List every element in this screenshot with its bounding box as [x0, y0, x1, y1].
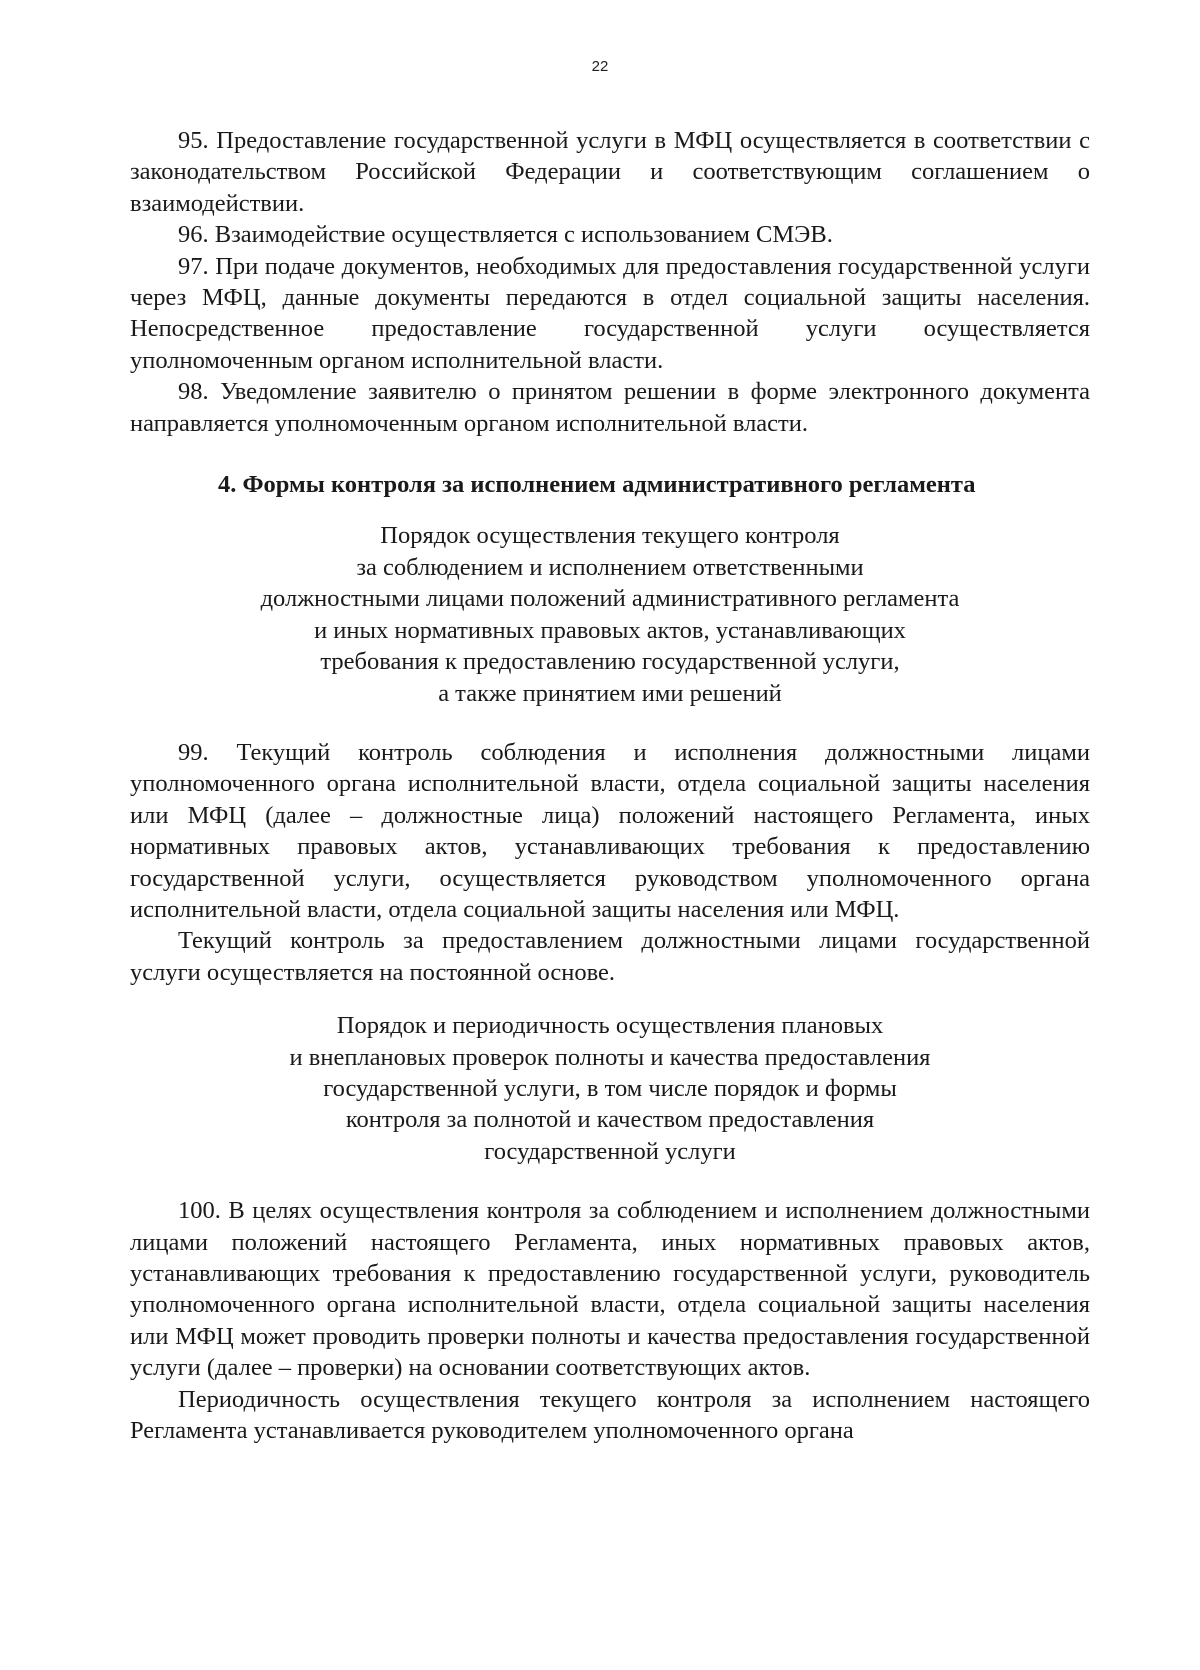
paragraph-98: 98. Уведомление заявителю о принятом решении в форме электронного документа направляется уполномоченным органом исполнительной власти. [130, 378, 1090, 437]
paragraph-97: 97. При подаче документов, необходимых для предоставления государственной услуги через МФЦ, данные документы передаются в отдел социальной защиты населения. Непосредственное предоставление государственной услуги осуществляется уполномоченным органом исполнительной власти. [130, 252, 1090, 374]
subheading-line: Порядок и периодичность осуществления плановых [336, 1012, 884, 1040]
paragraph-100: 100. В целях осуществления контроля за соблюдением и исполнением должностными лицами положений настоящего Регламента, иных нормативных правовых актов, устанавливающих требования к предоставлению государственной услуги, руководитель уполномоченного органа исполнительной власти, отдела социальной защиты населения или МФЦ может проводить проверки полноты и качества предоставления государственной услуги (далее – проверки) на основании соответствующих актов. [130, 1197, 1090, 1382]
subheading-inspections [130, 1010, 1090, 1167]
document-body [130, 125, 1090, 1446]
paragraph-100-continued: Периодичность осуществления текущего контроля за исполнением настоящего Регламента устанавливается руководителем уполномоченного органа [130, 1385, 1090, 1445]
spacer [130, 709, 1090, 737]
paragraph-99: 99. Текущий контроль соблюдения и исполнения должностными лицами уполномоченного органа исполнительной власти, отдела социальной защиты населения или МФЦ (далее – должностные лица) положений настоящего Регламента, иных нормативных правовых актов, устанавливающих требования к предоставлению государственной услуги, осуществляется руководством уполномоченного органа исполнительной власти, отдела социальной защиты населения или МФЦ. [130, 738, 1090, 923]
spacer [130, 1167, 1090, 1195]
page-number: 22 [591, 58, 609, 75]
subheading-line: за соблюдением и исполнением ответственными [356, 553, 864, 581]
subheading-line: а также принятием ими решений [438, 679, 782, 707]
subheading-line: государственной услуги, в том числе порядок и формы [323, 1074, 897, 1102]
subheading-line: требования к предоставлению государственной услуги, [320, 648, 900, 676]
subheading-line: и внеплановых проверок полноты и качества предоставления [289, 1043, 931, 1071]
subheading-line: Порядок осуществления текущего контроля [380, 522, 840, 550]
paragraph-96: 96. Взаимодействие осуществляется с использованием СМЭВ. [178, 221, 833, 249]
subheading-current-control [130, 520, 1090, 708]
subheading-line: государственной услуги [484, 1137, 736, 1165]
paragraph-95: 95. Предоставление государственной услуги в МФЦ осуществляется в соответствии с законодательством Российской Федерации и соответствующим соглашением о взаимодействии. [130, 127, 1090, 217]
subheading-line: должностными лицами положений административного регламента [260, 585, 960, 613]
section-heading: 4. Формы контроля за исполнением административного регламента [218, 471, 976, 499]
subheading-line: контроля за полнотой и качеством предоставления [345, 1106, 875, 1134]
subheading-line: и иных нормативных правовых актов, устанавливающих [314, 616, 906, 644]
paragraph-99-continued: Текущий контроль за предоставлением должностными лицами государственной услуги осуществляется на постоянной основе. [130, 927, 1090, 986]
